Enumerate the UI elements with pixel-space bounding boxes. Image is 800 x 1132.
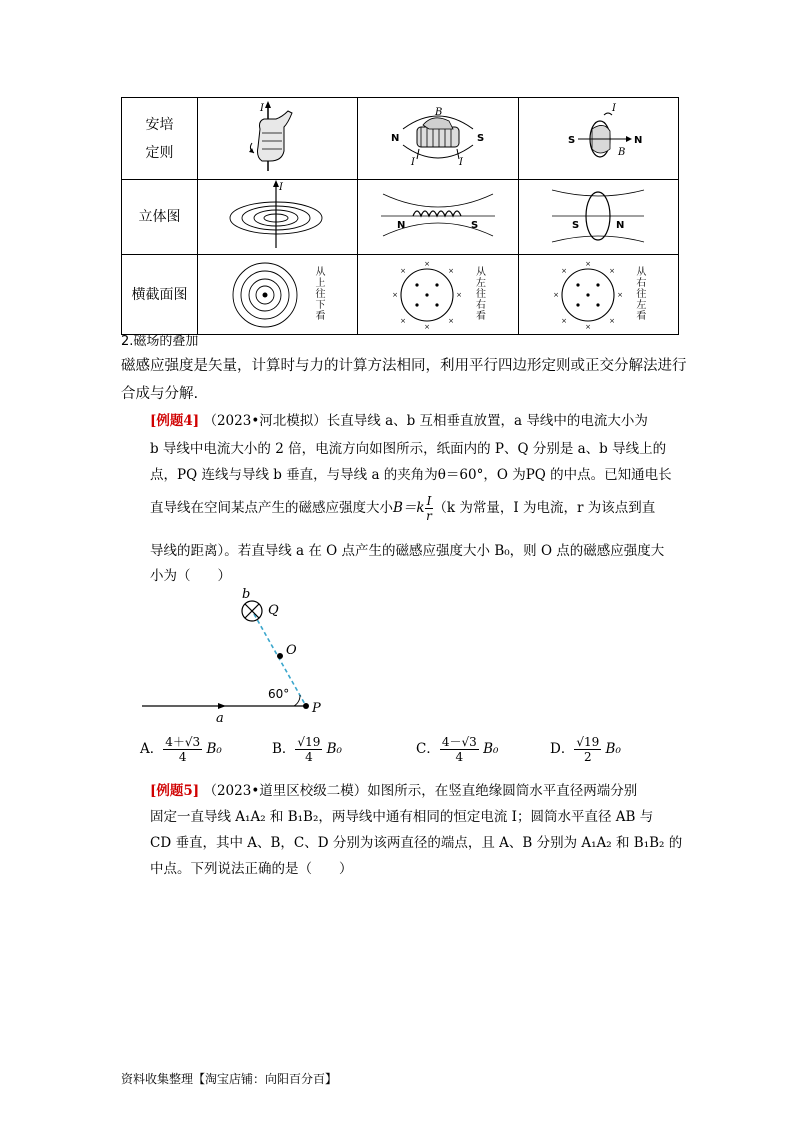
row-header-line2: 定则 (145, 144, 174, 161)
svg-text:×: × (448, 316, 455, 325)
svg-text:S: S (568, 134, 576, 146)
svg-text:×: × (400, 266, 407, 275)
example5-text1: （2023•道里区校级二模）如图所示，在竖直绝缘圆筒水平直径两端分别 (203, 783, 638, 799)
example5-tag: [例题5] (150, 783, 200, 799)
choice-b[interactable]: B． $\frac{√19}{4}$ B₀ (272, 735, 342, 764)
section-title: 2.磁场的叠加 (121, 334, 199, 349)
loop-section-figure (518, 255, 678, 335)
svg-text:×: × (560, 316, 567, 325)
example4-text4b: （k 为常量，I 为电流，r 为该点到直 (433, 500, 656, 516)
solenoid-3d-figure (358, 180, 518, 255)
svg-text:N: N (390, 132, 400, 144)
svg-text:×: × (584, 259, 591, 268)
choice-a[interactable]: A． $\frac{4+√3}{4}$ B₀ (140, 735, 222, 764)
example4-line6: 小为（ ） (150, 568, 231, 584)
svg-text:I: I (259, 102, 264, 114)
example5-line4: 中点。下列说法正确的是（ ） (150, 861, 353, 877)
solenoid-cross-section-icon (389, 259, 469, 331)
svg-text:×: × (400, 316, 407, 325)
loop-cross-section-icon (550, 259, 630, 331)
svg-text:a: a (216, 711, 224, 724)
svg-text:P: P (312, 701, 321, 716)
svg-text:×: × (424, 259, 431, 268)
section-text-line1: 磁感应强度是矢量，计算时与力的计算方法相同，利用平行四边形定则或正交分解法进行 (121, 358, 687, 374)
row-header-ampere (122, 98, 198, 180)
example4-tag: [例题4] (150, 413, 200, 429)
solenoid-section-figure (358, 255, 518, 335)
choice-c[interactable]: C． $\frac{4-√3}{4}$ B₀ (416, 735, 499, 764)
svg-text:I: I (612, 102, 617, 114)
svg-text:I: I (458, 156, 463, 168)
svg-text:I: I (410, 156, 415, 168)
example4-line3: 点，PQ 连线与导线 b 垂直，与导线 a 的夹角为θ＝60°，O 为PQ 的中点。已知通电长 (150, 467, 672, 483)
svg-text:N: N (616, 220, 625, 231)
example4-wire-diagram (130, 584, 330, 724)
right-hand-loop-icon (538, 99, 658, 175)
table-row (122, 255, 679, 335)
svg-text:b: b (242, 587, 251, 602)
svg-text:S: S (476, 132, 485, 144)
wire-field-lines-icon (218, 180, 338, 250)
table-row (122, 180, 679, 255)
loop-right-hand-figure (518, 98, 678, 180)
svg-text:×: × (560, 266, 567, 275)
formula-fraction: $\frac{I}{r}$ (426, 494, 432, 523)
svg-text:×: × (448, 266, 455, 275)
right-hand-wire-icon (218, 99, 338, 175)
example5-line3: CD 垂直，其中 A、B，C、D 分别为该两直径的端点，且 A、B 分别为 A₁A₂ 和 B₁B₂ 的 (150, 835, 683, 851)
concentric-circles-icon (229, 259, 309, 331)
formula-lhs: B＝k (393, 500, 425, 516)
row-header-3d: 立体图 (122, 180, 198, 255)
example4-line5: 导线的距离）。若直导线 a 在 O 点产生的磁感应强度大小 B₀，则 O 点的磁感应强度大 (150, 543, 665, 559)
svg-text:×: × (608, 266, 615, 275)
svg-text:×: × (608, 316, 615, 325)
view-note-right-left: 从右往左看 (636, 267, 647, 322)
svg-text:×: × (392, 290, 399, 299)
svg-text:×: × (456, 290, 463, 299)
svg-text:B: B (434, 106, 443, 118)
example5-line1 (150, 778, 637, 804)
loop-3d-figure (518, 180, 678, 255)
example4-line1 (150, 408, 648, 434)
page-footer: 资料收集整理【淘宝店铺：向阳百分百】 (121, 1072, 338, 1086)
example5-line2: 固定一直导线 A₁A₂ 和 B₁B₂，两导线中通有相同的恒定电流 I；圆筒水平直径 AB 与 (150, 809, 654, 825)
svg-text:×: × (584, 322, 591, 331)
choice-d[interactable]: D． $\frac{√19}{2}$ B₀ (550, 735, 621, 764)
example4-text4a: 直导线在空间某点产生的磁感应强度大小 (150, 500, 393, 516)
straight-wire-section-figure (197, 255, 357, 335)
straight-wire-3d-figure (197, 180, 357, 255)
solenoid-field-lines-icon (373, 180, 503, 250)
table-row (122, 98, 679, 180)
svg-text:60°: 60° (268, 687, 290, 701)
ampere-rule-table (121, 97, 679, 335)
row-header-line1: 安培 (145, 116, 174, 133)
svg-text:I: I (278, 182, 283, 193)
svg-text:×: × (616, 290, 623, 299)
loop-field-lines-icon (538, 180, 658, 250)
straight-wire-right-hand-figure (197, 98, 357, 180)
view-note-top-down: 从上往下看 (315, 267, 326, 322)
section-text-line2: 合成与分解. (121, 386, 199, 402)
solenoid-right-hand-figure (358, 98, 518, 180)
view-note-left-right: 从左往右看 (475, 267, 486, 322)
svg-text:Q: Q (268, 603, 279, 618)
svg-text:O: O (286, 643, 297, 658)
svg-text:S: S (572, 220, 580, 231)
svg-text:S: S (470, 220, 479, 231)
svg-text:×: × (424, 322, 431, 331)
example4-text1: （2023•河北模拟）长直导线 a、b 互相垂直放置，a 导线中的电流大小为 (203, 413, 648, 429)
svg-text:N: N (634, 134, 643, 146)
svg-text:N: N (396, 220, 406, 231)
svg-text:×: × (552, 290, 559, 299)
row-header-section: 横截面图 (122, 255, 198, 335)
right-hand-solenoid-icon (373, 99, 503, 175)
example4-line2: b 导线中电流大小的 2 倍，电流方向如图所示，纸面内的 P、Q 分别是 a、b 导线上的 (150, 441, 667, 457)
svg-text:B: B (618, 146, 626, 158)
example4-line4 (150, 494, 655, 523)
